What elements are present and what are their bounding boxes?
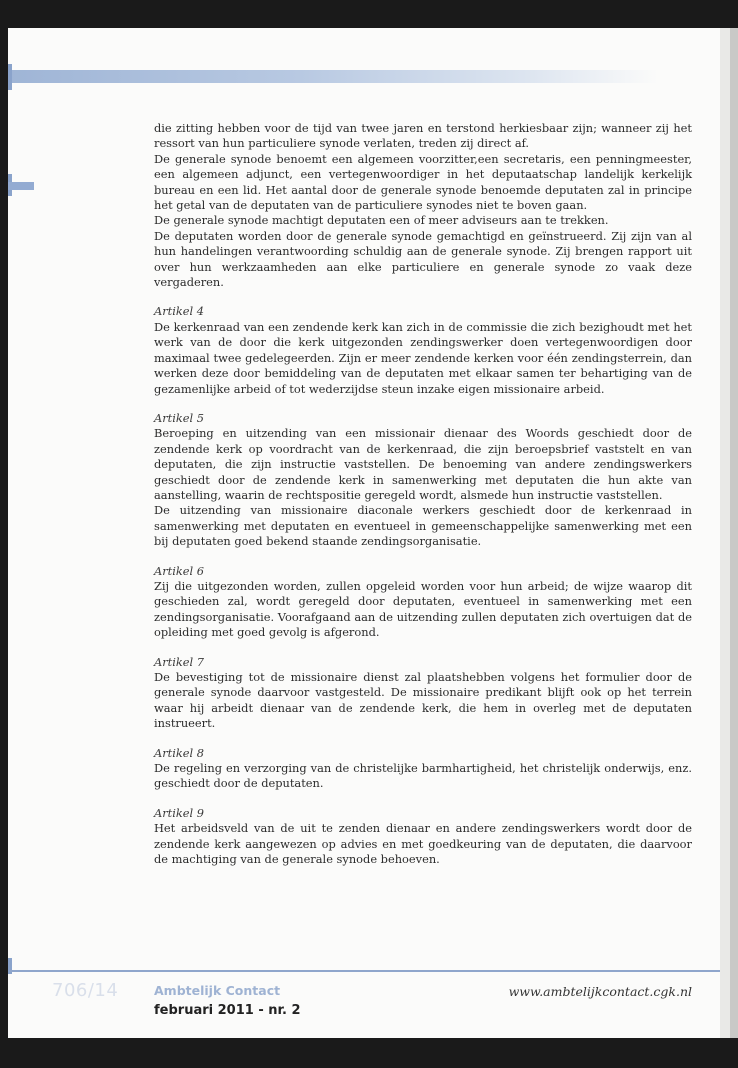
page-number: 706/14	[52, 980, 119, 1001]
article-6	[154, 564, 692, 641]
intro-paragraph-2: De generale synode benoemt een algemeen voorzitter,een secretaris, een penningmeester, een algemeen adjunct, een vertegenwoordiger in het deputaatschap landelijk kerkelijk bureau en een lid. Het aantal door de generale synode benoemde deputaten zal in principe het getal van de deputaten van de particuliere synodes niet te boven gaan.	[154, 151, 692, 213]
page-edge-strip	[720, 28, 730, 1038]
intro-paragraph-4: De deputaten worden door de generale synode gemachtigd en geïnstrueerd. Zij zijn van al hun handelingen verantwoording schuldig aan de generale synode. Zij brengen rapport uit over hun werkzaamheden aan elke particuliere en generale synode zo vaak deze vergaderen.	[154, 228, 692, 290]
article-paragraph: De bevestiging tot de missionaire dienst zal plaatshebben volgens het formulier door de generale synode daarvoor vastgesteld. De missionaire predikant blijft ook op het terrein waar hij arbeidt dienaar van de zendende kerk, die hem in overleg met de deputaten instrueert.	[154, 670, 692, 731]
article-paragraph: De kerkenraad van een zendende kerk kan zich in de commissie die zich bezighoudt met het werk van de door die kerk uitgezonden zendingswerker doen vertegenwoordigen door maximaal twee gedelegeerden. Zijn er meer zendende kerken voor één zendingsterrein, dan werken deze door bemiddeling van de deputaten met elkaar samen ter behartiging van de gezamenlijke arbeid of tot wederzijdse steun inzake eigen missionaire arbeid.	[154, 319, 692, 396]
article-7	[154, 655, 692, 732]
article-paragraph: Beroeping en uitzending van een missionair dienaar des Woords geschiedt door de zendende kerk op voordracht van de kerkenraad, die zijn beroepsbrief vaststelt en van deputaten, die zijn instructie vaststellen. De benoeming van andere zendingswerkers geschiedt door de zendende kerk in samenwerking met deputaten die hun akte van aanstelling, waarin de rechtspositie geregeld wordt, alsmede hun instructie vaststellen.	[154, 426, 692, 502]
intro-paragraph-3: De generale synode machtigt deputaten een of meer adviseurs aan te trekken.	[154, 213, 609, 228]
header-edge-mark	[8, 64, 12, 90]
article-title: Artikel 4	[154, 304, 205, 319]
article-4	[154, 304, 692, 396]
side-tab-marker	[8, 182, 34, 190]
article-paragraph: Zij die uitgezonden worden, zullen opgeleid worden voor hun arbeid; de wijze waarop dit geschieden zal, wordt geregeld door deputaten, eventueel in samenwerking met een zendingsorganisatie. Voorafgaand aan de uitzending zullen deputaten zich overtuigen dat de opleiding met goed gevolg is afgerond.	[154, 578, 692, 640]
article-title: Artikel 8	[154, 745, 205, 760]
page-content	[154, 121, 692, 867]
header-color-band	[8, 70, 658, 83]
article-title: Artikel 6	[154, 563, 205, 578]
article-8	[154, 746, 692, 792]
article-title: Artikel 9	[154, 805, 205, 820]
issue-label: februari 2011 - nr. 2	[154, 1003, 301, 1018]
article-paragraph: De regeling en verzorging van de christelijke barmhartigheid, het christelijk onderwijs, enz. geschiedt door de deputaten.	[154, 761, 692, 791]
article-5	[154, 411, 692, 550]
footer-divider	[8, 970, 720, 972]
publication-name: Ambtelijk Contact	[154, 983, 281, 998]
document-page	[8, 28, 720, 1038]
intro-paragraph-1: die zitting hebben voor de tijd van twee jaren en terstond herkiesbaar zijn; wanneer zij het ressort van hun particuliere synode verlaten, treden zij direct af.	[154, 121, 692, 151]
article-title: Artikel 7	[154, 654, 205, 669]
article-title: Artikel 5	[154, 410, 205, 425]
article-paragraph: De uitzending van missionaire diaconale werkers geschiedt door de kerkenraad in samenwerking met deputaten en eventueel in gemeenschappelijke samenwerking met een bij deputaten goed bekend staande zendingsorganisatie.	[154, 503, 692, 549]
page-edge-shadow	[730, 28, 738, 1038]
website-url: www.ambtelijkcontact.cgk.nl	[508, 984, 692, 999]
article-9	[154, 806, 692, 868]
article-paragraph: Het arbeidsveld van de uit te zenden dienaar en andere zendingswerkers wordt door de zendende kerk aangewezen op advies en met goedkeuring van de deputaten, die daarvoor de machtiging van de generale synode behoeven.	[154, 821, 692, 867]
